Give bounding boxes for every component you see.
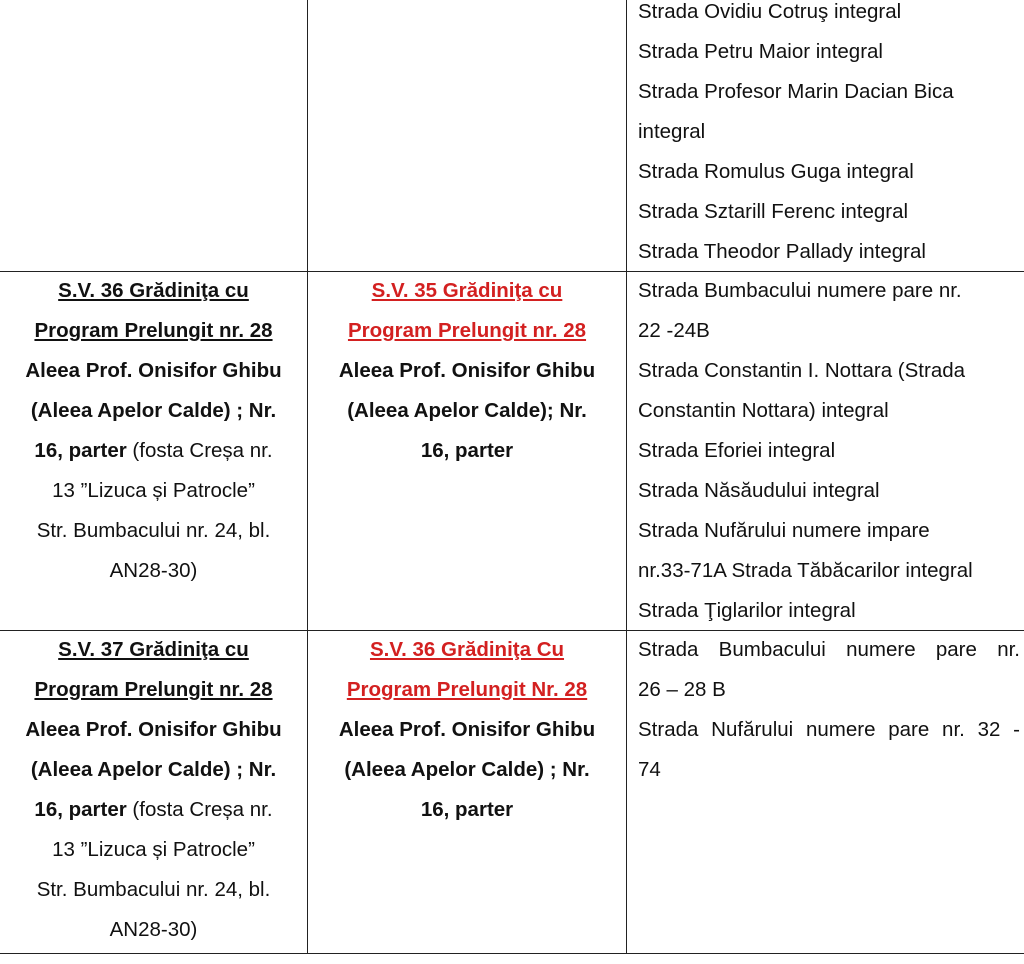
row2-new-section [0,271,307,591]
row1-street-list [638,0,1018,272]
section-title: S.V. 35 Grădiniţa cu [371,279,563,302]
street-line: Strada Nufărului numere impare [638,519,930,542]
address-line: (Aleea Apelor Calde) ; Nr. [344,758,590,781]
row2-street-list [638,271,1020,631]
address-bold: 16, parter [34,439,127,462]
address-line: Aleea Prof. Onisifor Ghibu [338,359,596,382]
street-line: Strada Nufărului numere pare nr. 32 - [638,718,1020,741]
street-line: Strada Ovidiu Cotruş integral [638,0,902,23]
section-title: S.V. 36 Grădiniţa cu [58,279,249,302]
street-line: Strada Eforiei integral [638,439,836,462]
street-line: Strada Ţiglarilor integral [638,599,856,622]
section-title: Program Prelungit nr. 28 [34,319,273,342]
row3-new-section [0,630,307,950]
address-note-line: AN28-30) [109,918,198,941]
street-line: Strada Petru Maior integral [638,40,883,63]
address-line [0,790,307,830]
section-title: Program Prelungit Nr. 28 [346,678,588,701]
row3-street-list [638,630,1020,790]
street-line: Strada Bumbacului numere pare nr. [638,638,1020,661]
address-line: (Aleea Apelor Calde) ; Nr. [30,758,277,781]
street-line: nr.33-71A Strada Tăbăcarilor integral [638,559,973,582]
address-note: (fosta Creșa nr. [126,798,273,821]
section-title: Program Prelungit nr. 28 [347,319,587,342]
street-line: integral [638,120,706,143]
section-title: S.V. 37 Grădiniţa cu [58,638,249,661]
table-bottom-border [0,953,1024,954]
address-line: Aleea Prof. Onisifor Ghibu [25,718,282,741]
address-line: Aleea Prof. Onisifor Ghibu [338,718,596,741]
street-line: Strada Romulus Guga integral [638,160,914,183]
section-title: S.V. 36 Grădiniţa Cu [369,638,565,661]
address-line: Aleea Prof. Onisifor Ghibu [25,359,282,382]
street-line: Constantin Nottara) integral [638,399,889,422]
row3-old-section [308,630,626,830]
address-note-line: Str. Bumbacului nr. 24, bl. [36,878,271,901]
row2-old-section [308,271,626,471]
address-line: 16, parter [420,798,514,821]
address-bold: 16, parter [34,798,127,821]
address-line [0,431,307,471]
street-line: 22 -24B [638,319,710,342]
street-line: 74 [638,758,661,781]
address-line: (Aleea Apelor Calde) ; Nr. [30,399,277,422]
address-note-line: Str. Bumbacului nr. 24, bl. [36,519,271,542]
section-title: Program Prelungit nr. 28 [34,678,273,701]
street-line: Strada Theodor Pallady integral [638,240,926,263]
street-line: Strada Sztarill Ferenc integral [638,200,909,223]
address-note-line: 13 ”Lizuca și Patrocle” [52,479,255,502]
street-line: Strada Bumbacului numere pare nr. [638,279,962,302]
street-line: Strada Constantin I. Nottara (Strada [638,359,966,382]
column-divider-2 [626,0,627,954]
address-note-line: AN28-30) [109,559,198,582]
address-note: (fosta Creșa nr. [126,439,273,462]
street-line: 26 – 28 B [638,678,726,701]
street-line: Strada Năsăudului integral [638,479,880,502]
street-line: Strada Profesor Marin Dacian Bica [638,80,954,103]
address-line: (Aleea Apelor Calde); Nr. [347,399,587,422]
address-line: 16, parter [420,439,514,462]
address-note-line: 13 ”Lizuca și Patrocle” [52,838,255,861]
